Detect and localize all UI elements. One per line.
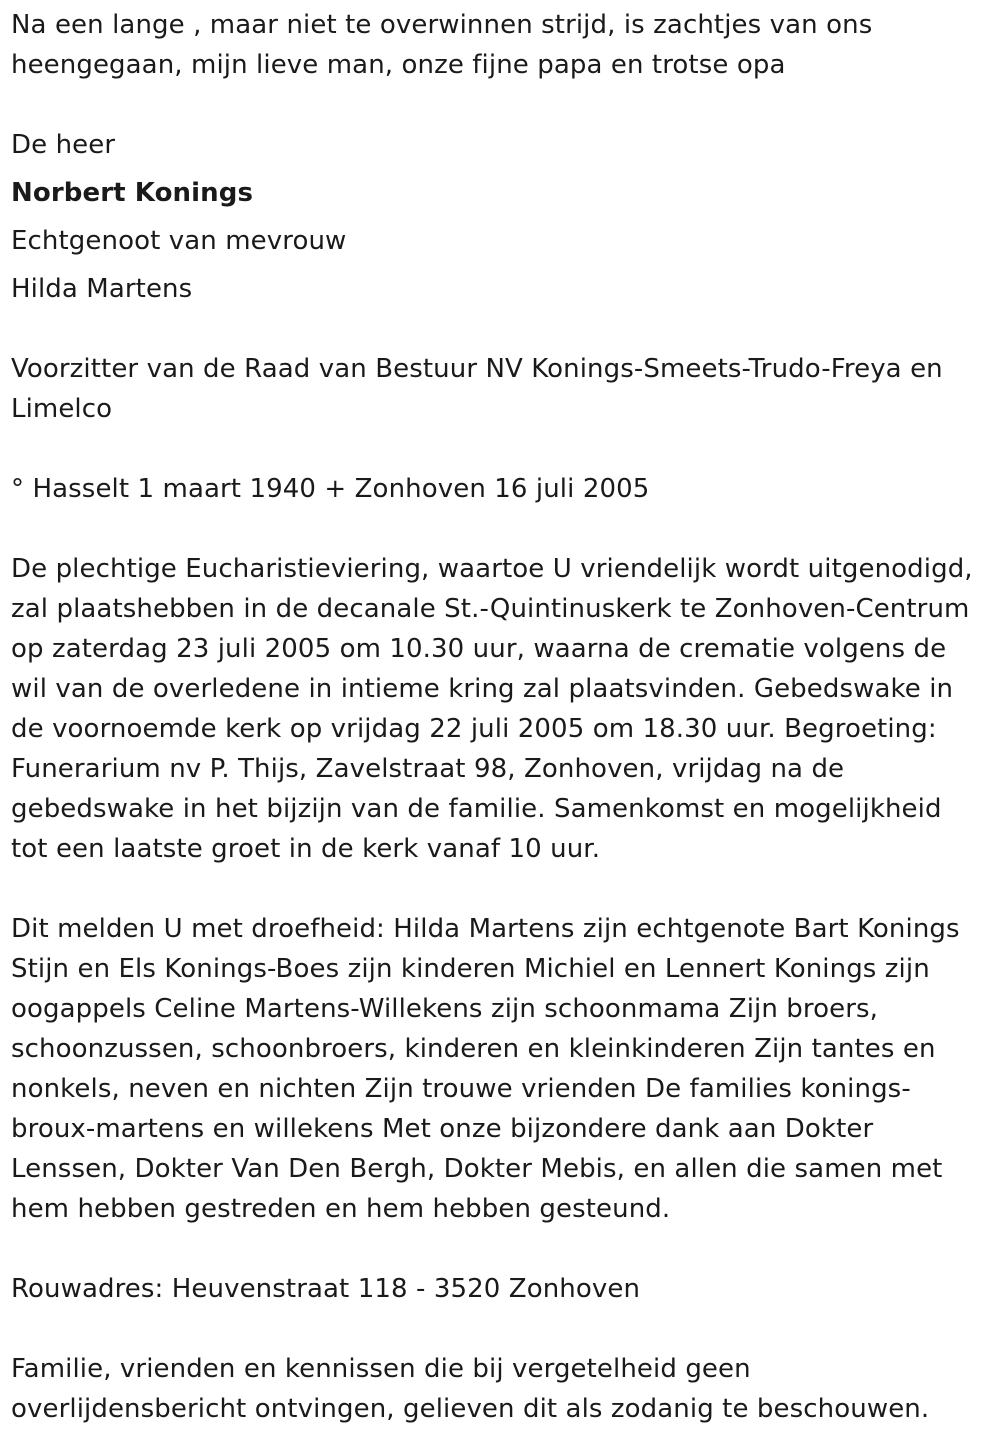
deceased-name: Norbert Konings [11,178,254,208]
ceremony-line: gebedswake in het bijzijn van de familie. Samenkomst en mogelijkheid [11,794,942,824]
family-line: Dit melden U met droefheid: Hilda Martens zijn echtgenote Bart Konings [11,914,960,944]
birth-death-dates: ° Hasselt 1 maart 1940 + Zonhoven 16 juli 2005 [11,474,650,504]
family-line: Lenssen, Dokter Van Den Bergh, Dokter Mebis, en allen die samen met [11,1154,943,1184]
ceremony-line: de voornoemde kerk op vrijdag 22 juli 2005 om 18.30 uur. Begroeting: [11,714,937,744]
ceremony-line: De plechtige Eucharistieviering, waartoe U vriendelijk wordt uitgenodigd, [11,554,973,584]
family-line: oogappels Celine Martens-Willekens zijn schoonmama Zijn broers, [11,994,879,1024]
closing-line: overlijdensbericht ontvingen, gelieven dit als zodanig te beschouwen. [11,1394,930,1424]
intro-line: heengegaan, mijn lieve man, onze fijne papa en trotse opa [11,50,786,80]
title-paragraph [11,349,994,429]
spouse-label: Echtgenoot van mevrouw [11,226,347,256]
mourning-address: Rouwadres: Heuvenstraat 118 - 3520 Zonhoven [11,1274,641,1304]
ceremony-line: wil van de overledene in intieme kring zal plaatsvinden. Gebedswake in [11,674,954,704]
intro-paragraph [11,5,994,85]
family-line: nonkels, neven en nichten Zijn trouwe vrienden De families konings- [11,1074,911,1104]
intro-line: Na een lange , maar niet te overwinnen strijd, is zachtjes van ons [11,10,873,40]
family-line: Stijn en Els Konings-Boes zijn kinderen Michiel en Lennert Konings zijn [11,954,930,984]
family-line: broux-martens en willekens Met onze bijzondere dank aan Dokter [11,1114,874,1144]
family-line: hem hebben gestreden en hem hebben gesteund. [11,1194,671,1224]
ceremony-line: tot een laatste groet in de kerk vanaf 10 uur. [11,834,601,864]
ceremony-paragraph [11,549,994,869]
title-line: Limelco [11,394,113,424]
closing-paragraph [11,1349,994,1429]
family-paragraph [11,909,994,1229]
ceremony-line: op zaterdag 23 juli 2005 om 10.30 uur, waarna de crematie volgens de [11,634,947,664]
spouse-name: Hilda Martens [11,274,193,304]
salutation: De heer [11,130,116,160]
family-line: schoonzussen, schoonbroers, kinderen en kleinkinderen Zijn tantes en [11,1034,936,1064]
closing-line: Familie, vrienden en kennissen die bij vergetelheid geen [11,1354,751,1384]
ceremony-line: Funerarium nv P. Thijs, Zavelstraat 98, Zonhoven, vrijdag na de [11,754,845,784]
title-line: Voorzitter van de Raad van Bestuur NV Konings-Smeets-Trudo-Freya en [11,354,943,384]
ceremony-line: zal plaatshebben in de decanale St.-Quintinuskerk te Zonhoven-Centrum [11,594,970,624]
